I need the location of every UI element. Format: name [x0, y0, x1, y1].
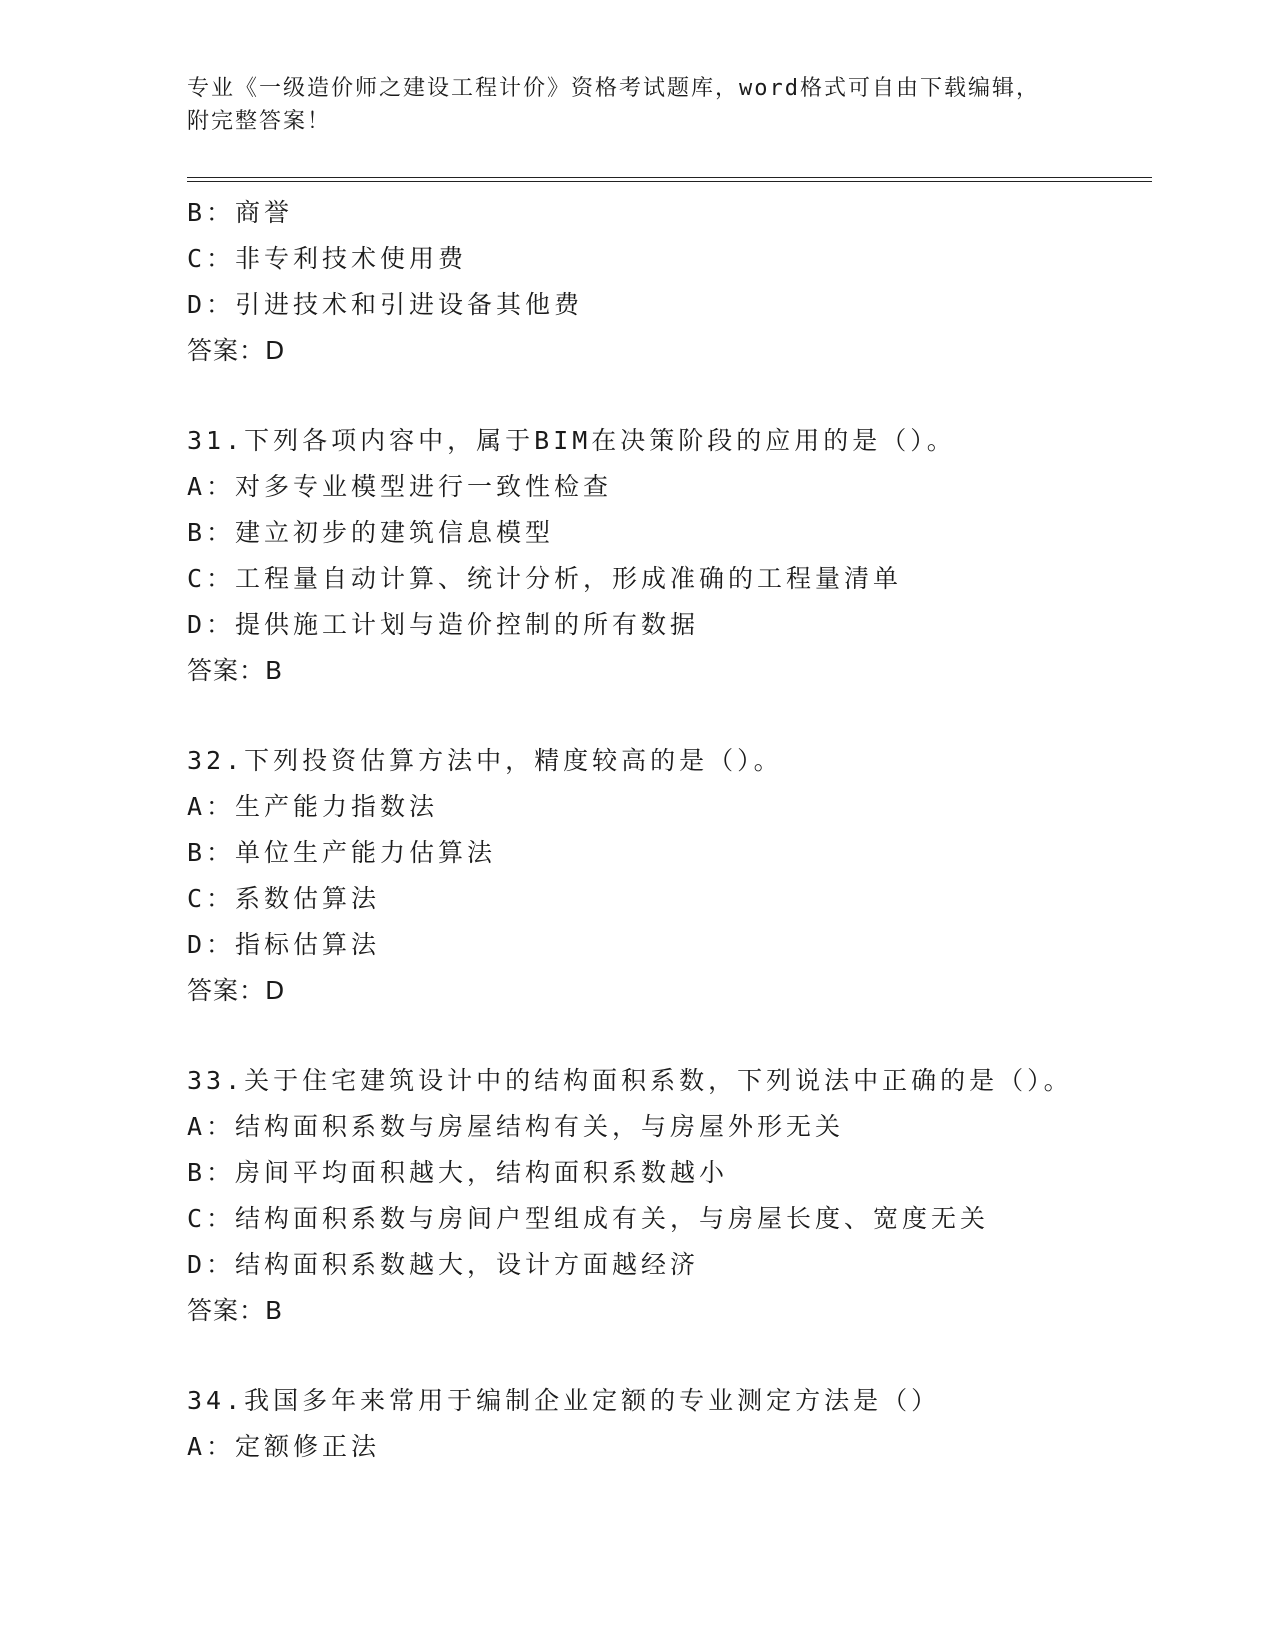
option-d: D：提供施工计划与造价控制的所有数据 — [187, 610, 700, 639]
question-31 — [187, 418, 1152, 694]
question-34 — [187, 1378, 1152, 1470]
option-c: C：系数估算法 — [187, 884, 381, 913]
answer-line: 答案：D — [187, 976, 286, 1005]
answer-line: 答案：B — [187, 1296, 284, 1325]
answer-line: 答案：B — [187, 656, 284, 685]
option-a: A：对多专业模型进行一致性检查 — [187, 472, 613, 501]
option-d: D：指标估算法 — [187, 930, 381, 959]
question-33 — [187, 1058, 1152, 1334]
option-b: B：建立初步的建筑信息模型 — [187, 518, 555, 547]
option-a: A：生产能力指数法 — [187, 792, 439, 821]
header-line-2: 附完整答案！ — [187, 109, 332, 134]
option-b: B：单位生产能力估算法 — [187, 838, 497, 867]
answer-line: 答案：D — [187, 336, 286, 365]
header-line-1: 专业《一级造价师之建设工程计价》资格考试题库，word格式可自由下载编辑， — [187, 76, 1040, 101]
option-c: C：非专利技术使用费 — [187, 244, 468, 273]
question-32 — [187, 738, 1152, 1014]
option-b: B：商誉 — [187, 198, 294, 227]
question-text: 31.下列各项内容中，属于BIM在决策阶段的应用的是（）。 — [187, 426, 956, 455]
option-a: A：结构面积系数与房屋结构有关，与房屋外形无关 — [187, 1112, 845, 1141]
option-a: A：定额修正法 — [187, 1432, 381, 1461]
option-d: D：引进技术和引进设备其他费 — [187, 290, 584, 319]
question-text: 34.我国多年来常用于编制企业定额的专业测定方法是（） — [187, 1386, 941, 1415]
option-d: D：结构面积系数越大，设计方面越经济 — [187, 1250, 700, 1279]
option-b: B：房间平均面积越大，结构面积系数越小 — [187, 1158, 729, 1187]
document-header — [187, 72, 1087, 138]
continued-question — [187, 190, 1152, 374]
header-divider — [187, 177, 1152, 182]
question-list — [187, 190, 1152, 1470]
question-text: 32.下列投资估算方法中，精度较高的是（）。 — [187, 746, 783, 775]
option-c: C：工程量自动计算、统计分析，形成准确的工程量清单 — [187, 564, 903, 593]
option-c: C：结构面积系数与房间户型组成有关，与房屋长度、宽度无关 — [187, 1204, 990, 1233]
question-text: 33.关于住宅建筑设计中的结构面积系数，下列说法中正确的是（）。 — [187, 1066, 1073, 1095]
